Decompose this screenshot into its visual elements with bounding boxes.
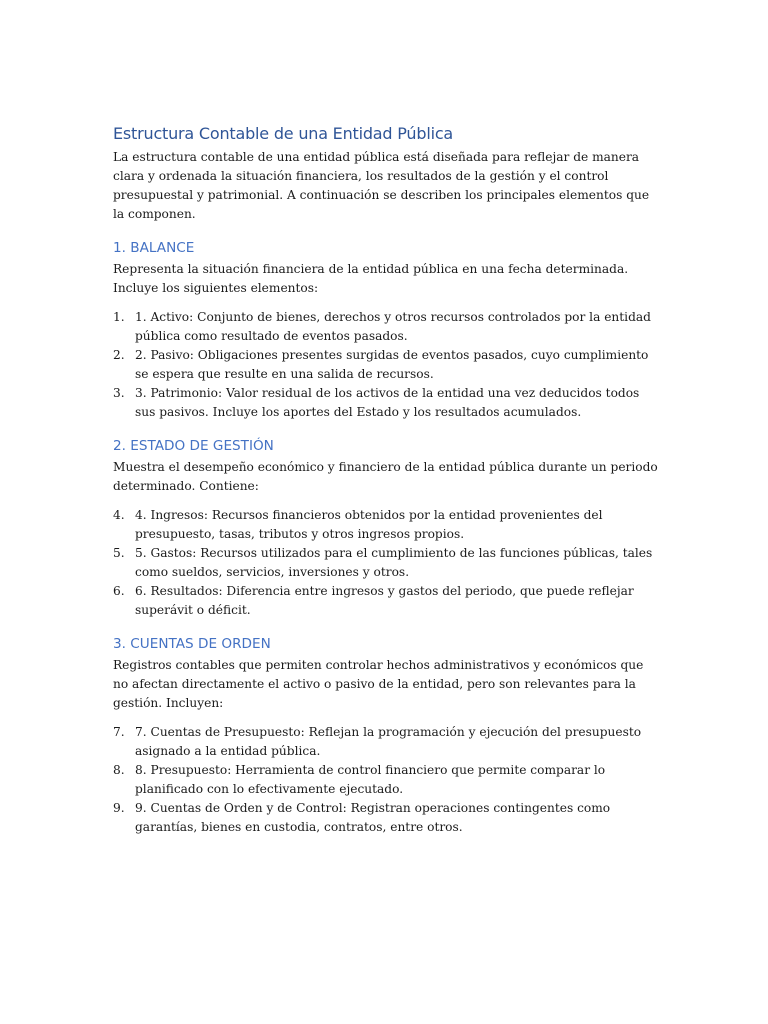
section-heading-estado-gestion: 2. ESTADO DE GESTIÓN [113, 438, 274, 454]
list-balance [113, 308, 658, 422]
list-item-text: 8. Presupuesto: Herramienta de control financiero que permite comparar lo planificado con lo efectivamente ejecutado. [135, 763, 606, 796]
list-cuentas-orden [113, 723, 658, 837]
list-item [113, 544, 658, 582]
section-heading-cuentas-orden: 3. CUENTAS DE ORDEN [113, 636, 271, 652]
list-number: 9. [113, 801, 125, 815]
list-number: 4. [113, 508, 125, 522]
list-item [113, 346, 658, 384]
list-number: 1. [113, 310, 125, 324]
list-number: 6. [113, 584, 125, 598]
section-text-cuentas-orden: Registros contables que permiten controlar hechos administrativos y económicos que no afectan directamente el activo o pasivo de la entidad, pero son relevantes para la gestión. Incluyen: [113, 658, 644, 710]
section-text-balance: Representa la situación financiera de la entidad pública en una fecha determinada. Incluye los siguientes elementos: [113, 262, 629, 295]
list-item [113, 506, 658, 544]
list-item [113, 582, 658, 620]
list-number: 8. [113, 763, 125, 777]
list-item-text: 7. Cuentas de Presupuesto: Reflejan la programación y ejecución del presupuesto asignado a la entidad pública. [135, 725, 642, 758]
section-text-estado-gestion: Muestra el desempeño económico y financiero de la entidad pública durante un periodo determinado. Contiene: [113, 460, 658, 493]
section-heading-balance: 1. BALANCE [113, 240, 195, 256]
list-number: 7. [113, 725, 125, 739]
list-item [113, 799, 658, 837]
list-item-text: 6. Resultados: Diferencia entre ingresos y gastos del periodo, que puede reflejar superávit o déficit. [135, 584, 634, 617]
list-number: 5. [113, 546, 125, 560]
list-item [113, 384, 658, 422]
list-item-text: 5. Gastos: Recursos utilizados para el cumplimiento de las funciones públicas, tales como sueldos, servicios, inversiones y otros. [135, 546, 653, 579]
list-item-text: 3. Patrimonio: Valor residual de los activos de la entidad una vez deducidos todos sus pasivos. Incluye los aportes del Estado y los resultados acumulados. [135, 386, 640, 419]
list-number: 3. [113, 386, 125, 400]
list-item-text: 4. Ingresos: Recursos financieros obtenidos por la entidad provenientes del presupuesto, tasas, tributos y otros ingresos propios. [135, 508, 603, 541]
list-item-text: 9. Cuentas de Orden y de Control: Registran operaciones contingentes como garantías, bienes en custodia, contratos, entre otros. [135, 801, 611, 834]
document-page [113, 122, 658, 837]
list-item [113, 761, 658, 799]
list-item [113, 723, 658, 761]
list-estado-gestion [113, 506, 658, 620]
intro-paragraph: La estructura contable de una entidad pública está diseñada para reflejar de manera clara y ordenada la situación financiera, los resultados de la gestión y el control presupuestal y patrimonial. A continuación se describen los principales elementos que la componen. [113, 150, 650, 221]
list-item [113, 308, 658, 346]
list-number: 2. [113, 348, 125, 362]
list-item-text: 2. Pasivo: Obligaciones presentes surgidas de eventos pasados, cuyo cumplimiento se espera que resulte en una salida de recursos. [135, 348, 649, 381]
list-item-text: 1. Activo: Conjunto de bienes, derechos y otros recursos controlados por la entidad pública como resultado de eventos pasados. [135, 310, 651, 343]
document-title: Estructura Contable de una Entidad Pública [113, 124, 454, 143]
